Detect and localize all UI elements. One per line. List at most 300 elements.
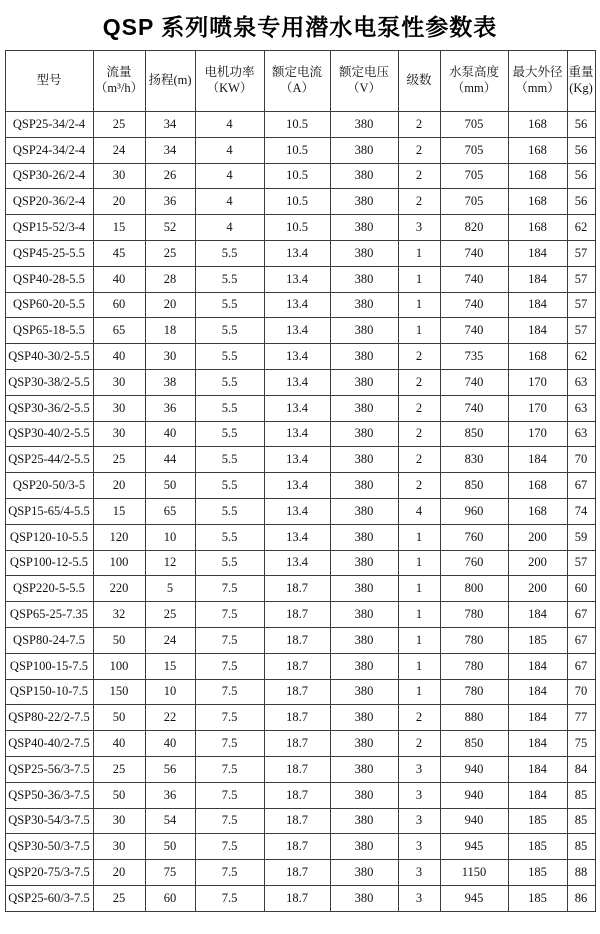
value-cell: 30 bbox=[93, 163, 145, 189]
column-header bbox=[567, 51, 595, 112]
value-cell: 100 bbox=[93, 653, 145, 679]
value-cell: 20 bbox=[145, 292, 195, 318]
value-cell: 1 bbox=[398, 524, 440, 550]
value-cell: 67 bbox=[567, 653, 595, 679]
value-cell: 40 bbox=[93, 266, 145, 292]
value-cell: 380 bbox=[330, 344, 398, 370]
value-cell: 15 bbox=[93, 215, 145, 241]
value-cell: 1 bbox=[398, 679, 440, 705]
value-cell: 18.7 bbox=[264, 627, 330, 653]
value-cell: 945 bbox=[440, 834, 508, 860]
value-cell: 1 bbox=[398, 550, 440, 576]
value-cell: 4 bbox=[195, 137, 264, 163]
value-cell: 13.4 bbox=[264, 395, 330, 421]
value-cell: 18.7 bbox=[264, 653, 330, 679]
value-cell: 4 bbox=[195, 189, 264, 215]
value-cell: 18.7 bbox=[264, 679, 330, 705]
value-cell: 5.5 bbox=[195, 292, 264, 318]
value-cell: 25 bbox=[93, 112, 145, 138]
column-header bbox=[93, 51, 145, 112]
value-cell: 380 bbox=[330, 576, 398, 602]
model-cell: QSP220-5-5.5 bbox=[5, 576, 93, 602]
value-cell: 5.5 bbox=[195, 447, 264, 473]
value-cell: 70 bbox=[567, 679, 595, 705]
column-header-line2: （mm） bbox=[515, 81, 560, 95]
value-cell: 1 bbox=[398, 602, 440, 628]
value-cell: 75 bbox=[145, 860, 195, 886]
value-cell: 67 bbox=[567, 473, 595, 499]
value-cell: 40 bbox=[93, 731, 145, 757]
value-cell: 65 bbox=[93, 318, 145, 344]
value-cell: 56 bbox=[567, 137, 595, 163]
column-header bbox=[508, 51, 567, 112]
value-cell: 185 bbox=[508, 834, 567, 860]
value-cell: 62 bbox=[567, 344, 595, 370]
value-cell: 7.5 bbox=[195, 705, 264, 731]
value-cell: 26 bbox=[145, 163, 195, 189]
value-cell: 380 bbox=[330, 808, 398, 834]
value-cell: 185 bbox=[508, 808, 567, 834]
value-cell: 380 bbox=[330, 524, 398, 550]
column-header-line1: 额定电流 bbox=[271, 65, 322, 80]
table-row bbox=[5, 782, 595, 808]
column-header bbox=[145, 51, 195, 112]
value-cell: 57 bbox=[567, 292, 595, 318]
model-cell: QSP65-25-7.35 bbox=[5, 602, 93, 628]
value-cell: 5.5 bbox=[195, 473, 264, 499]
value-cell: 170 bbox=[508, 369, 567, 395]
column-header-line1: 最大外径 bbox=[512, 65, 563, 80]
value-cell: 25 bbox=[145, 240, 195, 266]
value-cell: 184 bbox=[508, 679, 567, 705]
model-cell: QSP120-10-5.5 bbox=[5, 524, 93, 550]
model-cell: QSP50-36/3-7.5 bbox=[5, 782, 93, 808]
value-cell: 740 bbox=[440, 266, 508, 292]
value-cell: 36 bbox=[145, 395, 195, 421]
value-cell: 150 bbox=[93, 679, 145, 705]
column-header-line1: 额定电压 bbox=[338, 65, 389, 80]
value-cell: 4 bbox=[195, 163, 264, 189]
value-cell: 380 bbox=[330, 473, 398, 499]
value-cell: 760 bbox=[440, 524, 508, 550]
value-cell: 380 bbox=[330, 731, 398, 757]
value-cell: 2 bbox=[398, 137, 440, 163]
table-row bbox=[5, 266, 595, 292]
model-cell: QSP100-15-7.5 bbox=[5, 653, 93, 679]
table-row bbox=[5, 550, 595, 576]
value-cell: 18.7 bbox=[264, 808, 330, 834]
value-cell: 1 bbox=[398, 266, 440, 292]
value-cell: 5.5 bbox=[195, 498, 264, 524]
value-cell: 56 bbox=[567, 112, 595, 138]
value-cell: 3 bbox=[398, 885, 440, 911]
value-cell: 67 bbox=[567, 602, 595, 628]
value-cell: 30 bbox=[93, 834, 145, 860]
value-cell: 30 bbox=[93, 808, 145, 834]
value-cell: 85 bbox=[567, 834, 595, 860]
value-cell: 50 bbox=[93, 782, 145, 808]
value-cell: 380 bbox=[330, 266, 398, 292]
table-row bbox=[5, 137, 595, 163]
value-cell: 780 bbox=[440, 627, 508, 653]
value-cell: 380 bbox=[330, 189, 398, 215]
table-row bbox=[5, 395, 595, 421]
model-cell: QSP150-10-7.5 bbox=[5, 679, 93, 705]
value-cell: 2 bbox=[398, 705, 440, 731]
value-cell: 380 bbox=[330, 137, 398, 163]
column-header-line1: 级数 bbox=[406, 73, 432, 88]
value-cell: 40 bbox=[145, 421, 195, 447]
value-cell: 10.5 bbox=[264, 189, 330, 215]
value-cell: 56 bbox=[145, 756, 195, 782]
value-cell: 7.5 bbox=[195, 756, 264, 782]
value-cell: 56 bbox=[567, 189, 595, 215]
value-cell: 380 bbox=[330, 395, 398, 421]
page-title: QSP 系列喷泉专用潜水电泵性参数表 bbox=[102, 14, 498, 40]
value-cell: 7.5 bbox=[195, 576, 264, 602]
value-cell: 10.5 bbox=[264, 112, 330, 138]
value-cell: 2 bbox=[398, 421, 440, 447]
value-cell: 380 bbox=[330, 318, 398, 344]
value-cell: 380 bbox=[330, 112, 398, 138]
value-cell: 25 bbox=[93, 447, 145, 473]
value-cell: 184 bbox=[508, 602, 567, 628]
value-cell: 3 bbox=[398, 782, 440, 808]
value-cell: 25 bbox=[145, 602, 195, 628]
value-cell: 200 bbox=[508, 550, 567, 576]
value-cell: 60 bbox=[145, 885, 195, 911]
value-cell: 7.5 bbox=[195, 627, 264, 653]
column-header-line2: （V） bbox=[346, 81, 382, 95]
value-cell: 705 bbox=[440, 112, 508, 138]
value-cell: 13.4 bbox=[264, 524, 330, 550]
model-cell: QSP40-30/2-5.5 bbox=[5, 344, 93, 370]
value-cell: 18.7 bbox=[264, 860, 330, 886]
value-cell: 56 bbox=[567, 163, 595, 189]
value-cell: 30 bbox=[93, 395, 145, 421]
value-cell: 4 bbox=[398, 498, 440, 524]
value-cell: 5 bbox=[145, 576, 195, 602]
header-row bbox=[5, 51, 595, 112]
value-cell: 2 bbox=[398, 731, 440, 757]
model-cell: QSP40-40/2-7.5 bbox=[5, 731, 93, 757]
value-cell: 2 bbox=[398, 395, 440, 421]
value-cell: 168 bbox=[508, 112, 567, 138]
value-cell: 380 bbox=[330, 369, 398, 395]
value-cell: 13.4 bbox=[264, 344, 330, 370]
value-cell: 2 bbox=[398, 189, 440, 215]
value-cell: 5.5 bbox=[195, 421, 264, 447]
value-cell: 50 bbox=[93, 705, 145, 731]
value-cell: 3 bbox=[398, 808, 440, 834]
value-cell: 5.5 bbox=[195, 318, 264, 344]
pump-parameter-table bbox=[5, 50, 596, 912]
value-cell: 380 bbox=[330, 292, 398, 318]
value-cell: 54 bbox=[145, 808, 195, 834]
value-cell: 28 bbox=[145, 266, 195, 292]
value-cell: 15 bbox=[93, 498, 145, 524]
value-cell: 13.4 bbox=[264, 369, 330, 395]
model-cell: QSP15-52/3-4 bbox=[5, 215, 93, 241]
value-cell: 50 bbox=[145, 473, 195, 499]
value-cell: 40 bbox=[93, 344, 145, 370]
value-cell: 5.5 bbox=[195, 395, 264, 421]
table-row bbox=[5, 344, 595, 370]
value-cell: 77 bbox=[567, 705, 595, 731]
value-cell: 20 bbox=[93, 473, 145, 499]
value-cell: 850 bbox=[440, 473, 508, 499]
value-cell: 62 bbox=[567, 215, 595, 241]
value-cell: 7.5 bbox=[195, 731, 264, 757]
value-cell: 184 bbox=[508, 731, 567, 757]
value-cell: 940 bbox=[440, 808, 508, 834]
value-cell: 7.5 bbox=[195, 808, 264, 834]
table-row bbox=[5, 112, 595, 138]
value-cell: 940 bbox=[440, 782, 508, 808]
value-cell: 760 bbox=[440, 550, 508, 576]
value-cell: 740 bbox=[440, 292, 508, 318]
table-row bbox=[5, 292, 595, 318]
value-cell: 7.5 bbox=[195, 602, 264, 628]
value-cell: 67 bbox=[567, 627, 595, 653]
model-cell: QSP30-26/2-4 bbox=[5, 163, 93, 189]
value-cell: 2 bbox=[398, 112, 440, 138]
value-cell: 7.5 bbox=[195, 782, 264, 808]
value-cell: 170 bbox=[508, 421, 567, 447]
value-cell: 850 bbox=[440, 731, 508, 757]
value-cell: 940 bbox=[440, 756, 508, 782]
value-cell: 184 bbox=[508, 782, 567, 808]
column-header-line1: 型号 bbox=[36, 73, 62, 88]
value-cell: 1 bbox=[398, 627, 440, 653]
value-cell: 168 bbox=[508, 215, 567, 241]
value-cell: 36 bbox=[145, 189, 195, 215]
value-cell: 60 bbox=[567, 576, 595, 602]
column-header bbox=[440, 51, 508, 112]
value-cell: 7.5 bbox=[195, 834, 264, 860]
value-cell: 34 bbox=[145, 137, 195, 163]
value-cell: 38 bbox=[145, 369, 195, 395]
column-header-line1: 扬程(m) bbox=[148, 73, 192, 88]
value-cell: 59 bbox=[567, 524, 595, 550]
value-cell: 380 bbox=[330, 215, 398, 241]
column-header bbox=[195, 51, 264, 112]
table-row bbox=[5, 498, 595, 524]
table-row bbox=[5, 576, 595, 602]
value-cell: 2 bbox=[398, 369, 440, 395]
value-cell: 10.5 bbox=[264, 137, 330, 163]
value-cell: 7.5 bbox=[195, 885, 264, 911]
value-cell: 30 bbox=[93, 369, 145, 395]
value-cell: 5.5 bbox=[195, 550, 264, 576]
table-row bbox=[5, 163, 595, 189]
value-cell: 380 bbox=[330, 163, 398, 189]
column-header bbox=[398, 51, 440, 112]
value-cell: 18.7 bbox=[264, 885, 330, 911]
value-cell: 5.5 bbox=[195, 240, 264, 266]
value-cell: 12 bbox=[145, 550, 195, 576]
value-cell: 168 bbox=[508, 137, 567, 163]
model-cell: QSP30-36/2-5.5 bbox=[5, 395, 93, 421]
model-cell: QSP60-20-5.5 bbox=[5, 292, 93, 318]
value-cell: 945 bbox=[440, 885, 508, 911]
value-cell: 184 bbox=[508, 653, 567, 679]
value-cell: 380 bbox=[330, 421, 398, 447]
table-row bbox=[5, 240, 595, 266]
value-cell: 5.5 bbox=[195, 524, 264, 550]
value-cell: 50 bbox=[93, 627, 145, 653]
model-cell: QSP25-56/3-7.5 bbox=[5, 756, 93, 782]
value-cell: 780 bbox=[440, 653, 508, 679]
value-cell: 13.4 bbox=[264, 550, 330, 576]
value-cell: 85 bbox=[567, 808, 595, 834]
value-cell: 2 bbox=[398, 163, 440, 189]
value-cell: 380 bbox=[330, 679, 398, 705]
value-cell: 380 bbox=[330, 860, 398, 886]
value-cell: 380 bbox=[330, 602, 398, 628]
value-cell: 705 bbox=[440, 189, 508, 215]
value-cell: 4 bbox=[195, 112, 264, 138]
model-cell: QSP30-50/3-7.5 bbox=[5, 834, 93, 860]
model-cell: QSP20-75/3-7.5 bbox=[5, 860, 93, 886]
model-cell: QSP25-34/2-4 bbox=[5, 112, 93, 138]
column-header bbox=[5, 51, 93, 112]
value-cell: 380 bbox=[330, 705, 398, 731]
model-cell: QSP20-36/2-4 bbox=[5, 189, 93, 215]
table-row bbox=[5, 679, 595, 705]
value-cell: 18.7 bbox=[264, 834, 330, 860]
value-cell: 1 bbox=[398, 653, 440, 679]
value-cell: 18.7 bbox=[264, 731, 330, 757]
value-cell: 2 bbox=[398, 344, 440, 370]
value-cell: 380 bbox=[330, 834, 398, 860]
value-cell: 13.4 bbox=[264, 447, 330, 473]
column-header-line2: （A） bbox=[279, 81, 315, 95]
value-cell: 185 bbox=[508, 627, 567, 653]
value-cell: 880 bbox=[440, 705, 508, 731]
value-cell: 86 bbox=[567, 885, 595, 911]
value-cell: 800 bbox=[440, 576, 508, 602]
value-cell: 168 bbox=[508, 473, 567, 499]
value-cell: 75 bbox=[567, 731, 595, 757]
value-cell: 184 bbox=[508, 705, 567, 731]
value-cell: 185 bbox=[508, 860, 567, 886]
value-cell: 1 bbox=[398, 318, 440, 344]
table-body bbox=[5, 112, 595, 912]
value-cell: 220 bbox=[93, 576, 145, 602]
value-cell: 380 bbox=[330, 550, 398, 576]
table-row bbox=[5, 189, 595, 215]
column-header bbox=[264, 51, 330, 112]
value-cell: 40 bbox=[145, 731, 195, 757]
value-cell: 13.4 bbox=[264, 421, 330, 447]
value-cell: 4 bbox=[195, 215, 264, 241]
value-cell: 3 bbox=[398, 834, 440, 860]
value-cell: 5.5 bbox=[195, 369, 264, 395]
value-cell: 780 bbox=[440, 679, 508, 705]
table-row bbox=[5, 860, 595, 886]
value-cell: 7.5 bbox=[195, 679, 264, 705]
value-cell: 184 bbox=[508, 447, 567, 473]
value-cell: 380 bbox=[330, 627, 398, 653]
value-cell: 820 bbox=[440, 215, 508, 241]
value-cell: 44 bbox=[145, 447, 195, 473]
model-cell: QSP15-65/4-5.5 bbox=[5, 498, 93, 524]
table-row bbox=[5, 834, 595, 860]
value-cell: 200 bbox=[508, 524, 567, 550]
value-cell: 18.7 bbox=[264, 602, 330, 628]
value-cell: 740 bbox=[440, 369, 508, 395]
value-cell: 184 bbox=[508, 318, 567, 344]
column-header-line1: 流量 bbox=[106, 65, 132, 80]
model-cell: QSP45-25-5.5 bbox=[5, 240, 93, 266]
model-cell: QSP30-40/2-5.5 bbox=[5, 421, 93, 447]
table-row bbox=[5, 705, 595, 731]
value-cell: 52 bbox=[145, 215, 195, 241]
value-cell: 184 bbox=[508, 266, 567, 292]
table-row bbox=[5, 885, 595, 911]
value-cell: 380 bbox=[330, 653, 398, 679]
value-cell: 7.5 bbox=[195, 860, 264, 886]
value-cell: 185 bbox=[508, 885, 567, 911]
value-cell: 25 bbox=[93, 756, 145, 782]
value-cell: 18.7 bbox=[264, 705, 330, 731]
model-cell: QSP25-44/2-5.5 bbox=[5, 447, 93, 473]
model-cell: QSP80-24-7.5 bbox=[5, 627, 93, 653]
value-cell: 7.5 bbox=[195, 653, 264, 679]
value-cell: 740 bbox=[440, 240, 508, 266]
value-cell: 63 bbox=[567, 395, 595, 421]
value-cell: 705 bbox=[440, 137, 508, 163]
value-cell: 1 bbox=[398, 576, 440, 602]
value-cell: 50 bbox=[145, 834, 195, 860]
value-cell: 735 bbox=[440, 344, 508, 370]
table-row bbox=[5, 627, 595, 653]
value-cell: 850 bbox=[440, 421, 508, 447]
value-cell: 740 bbox=[440, 395, 508, 421]
value-cell: 380 bbox=[330, 447, 398, 473]
table-row bbox=[5, 524, 595, 550]
value-cell: 10.5 bbox=[264, 163, 330, 189]
value-cell: 13.4 bbox=[264, 266, 330, 292]
value-cell: 18 bbox=[145, 318, 195, 344]
value-cell: 13.4 bbox=[264, 240, 330, 266]
value-cell: 2 bbox=[398, 473, 440, 499]
value-cell: 65 bbox=[145, 498, 195, 524]
model-cell: QSP40-28-5.5 bbox=[5, 266, 93, 292]
value-cell: 74 bbox=[567, 498, 595, 524]
value-cell: 168 bbox=[508, 163, 567, 189]
value-cell: 168 bbox=[508, 344, 567, 370]
value-cell: 20 bbox=[93, 860, 145, 886]
model-cell: QSP25-60/3-7.5 bbox=[5, 885, 93, 911]
value-cell: 780 bbox=[440, 602, 508, 628]
value-cell: 705 bbox=[440, 163, 508, 189]
value-cell: 10.5 bbox=[264, 215, 330, 241]
value-cell: 184 bbox=[508, 756, 567, 782]
column-header-line2: （mm） bbox=[451, 81, 497, 95]
value-cell: 380 bbox=[330, 782, 398, 808]
table-row bbox=[5, 808, 595, 834]
value-cell: 30 bbox=[93, 421, 145, 447]
value-cell: 184 bbox=[508, 240, 567, 266]
value-cell: 20 bbox=[93, 189, 145, 215]
value-cell: 13.4 bbox=[264, 318, 330, 344]
value-cell: 57 bbox=[567, 266, 595, 292]
value-cell: 3 bbox=[398, 860, 440, 886]
value-cell: 24 bbox=[93, 137, 145, 163]
value-cell: 18.7 bbox=[264, 782, 330, 808]
